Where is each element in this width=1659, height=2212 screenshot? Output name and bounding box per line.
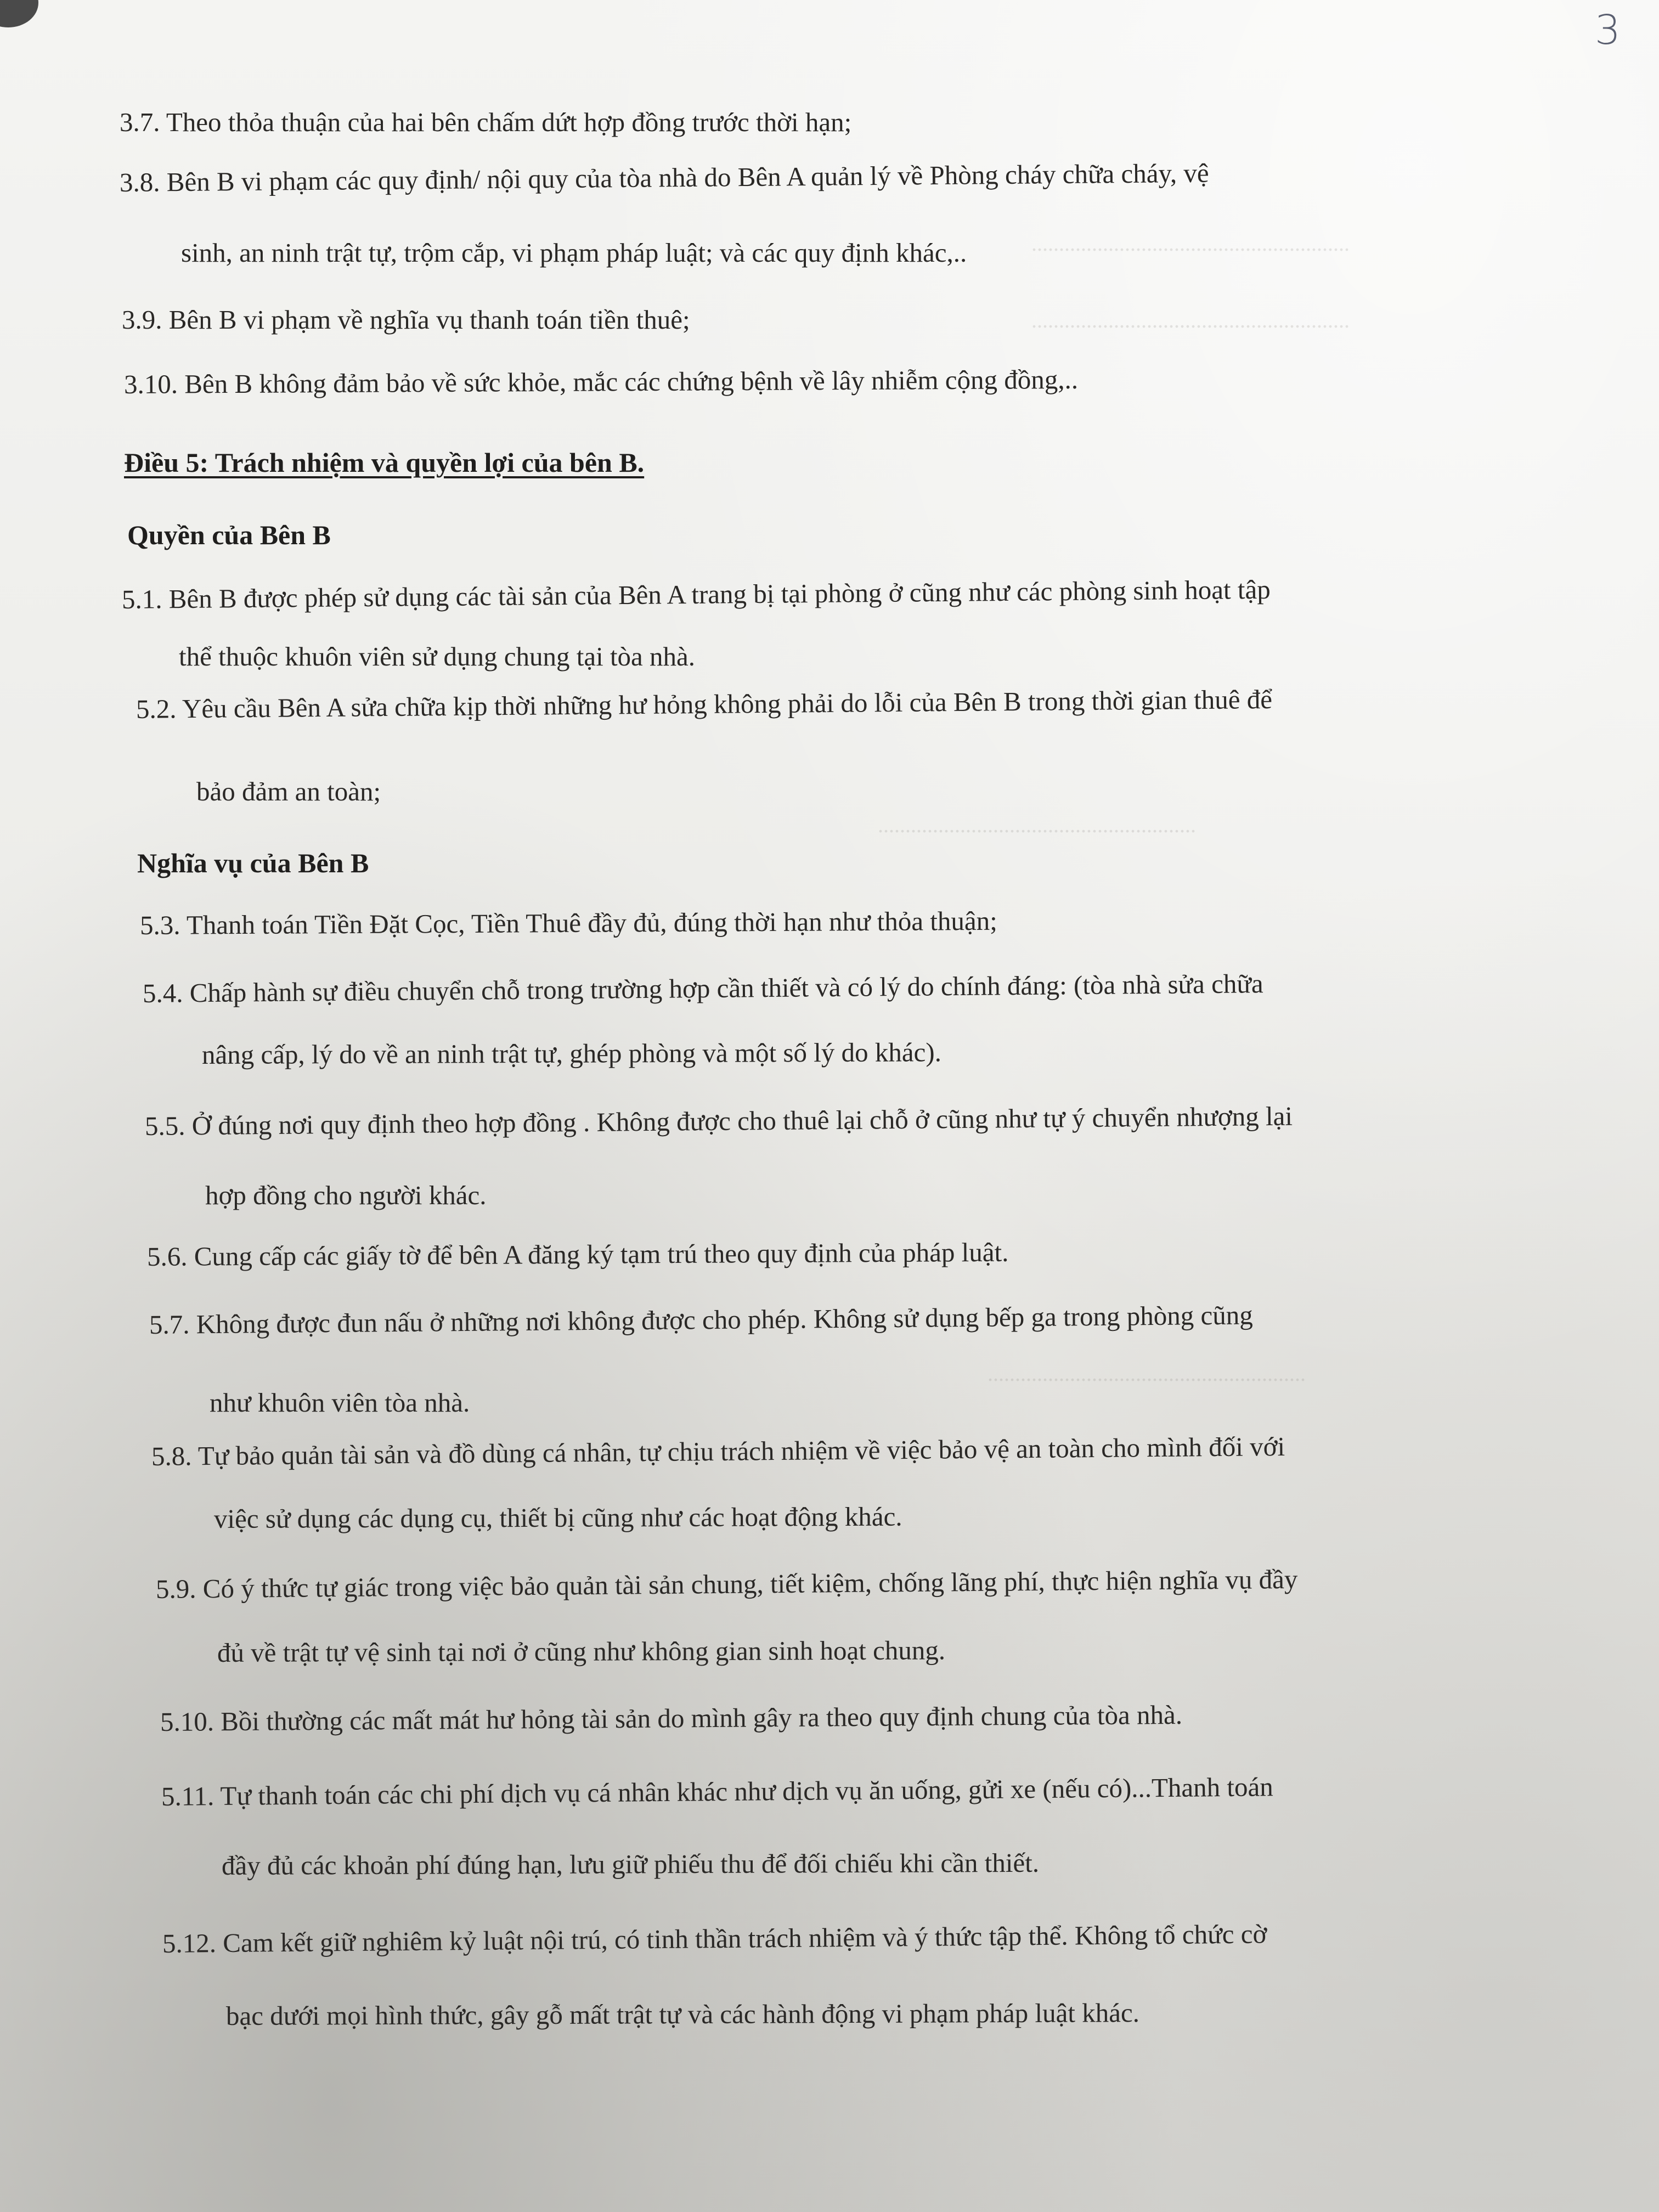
clause-5-5-line1: 5.5. Ở đúng nơi quy định theo hợp đồng . Không được cho thuê lại chỗ ở cũng như tự ý chuyển nhượng lại [144, 1101, 1293, 1141]
clause-3-8-line1: 3.8. Bên B vi phạm các quy định/ nội quy của tòa nhà do Bên A quản lý về Phòng cháy chữa cháy, vệ [119, 157, 1209, 198]
clause-5-3: 5.3. Thanh toán Tiền Đặt Cọc, Tiền Thuê đầy đủ, đúng thời hạn như thỏa thuận; [139, 905, 997, 940]
clause-5-7-line1: 5.7. Không được đun nấu ở những nơi không được cho phép. Không sử dụng bếp ga trong phòng cũng [149, 1300, 1253, 1340]
clause-3-10: 3.10. Bên B không đảm bảo về sức khỏe, mắc các chứng bệnh về lây nhiễm cộng đồng,.. [123, 364, 1079, 399]
clause-5-12-line2: bạc dưới mọi hình thức, gây gỗ mất trật tự và các hành động vi phạm pháp luật khác. [225, 1997, 1140, 2031]
clause-5-1-line1: 5.1. Bên B được phép sử dụng các tài sản của Bên A trang bị tại phòng ở cũng như các phòng sinh hoạt tập [121, 574, 1271, 614]
clause-3-7: 3.7. Theo thỏa thuận của hai bên chấm dứt hợp đồng trước thời hạn; [120, 107, 852, 137]
clause-5-11-line1: 5.11. Tự thanh toán các chi phí dịch vụ cá nhân khác như dịch vụ ăn uống, gửi xe (nếu có)...Thanh toán [161, 1771, 1274, 1812]
clause-5-4-line2: nâng cấp, lý do về an ninh trật tự, ghép phòng và một số lý do khác). [201, 1037, 942, 1070]
clause-5-9-line2: đủ về trật tự vệ sinh tại nơi ở cũng như không gian sinh hoạt chung. [217, 1635, 946, 1668]
clause-5-10: 5.10. Bồi thường các mất mát hư hỏng tài sản do mình gây ra theo quy định chung của tòa nhà. [160, 1699, 1183, 1737]
clause-5-4-line1: 5.4. Chấp hành sự điều chuyển chỗ trong trường hợp cần thiết và có lý do chính đáng: (tòa nhà sửa chữa [142, 968, 1263, 1008]
clause-5-2-line1: 5.2. Yêu cầu Bên A sửa chữa kịp thời những hư hỏng không phải do lỗi của Bên B trong thời gian thuê để [136, 684, 1273, 724]
article-5-title: Điều 5: Trách nhiệm và quyền lợi của bên B. [124, 447, 645, 478]
document-page: 3 .......................................................... .......................................................... .......................................................... .......................................................... 3.7. Theo thỏa thuận của hai bên chấm dứt hợp đồng trước thời hạn; 3.8. Bên B vi phạm các quy định/ nội quy của tòa nhà do Bên A quản lý về Phòng cháy chữa cháy, vệ sinh, an ninh trật tự, trộm cắp, vi phạm pháp luật; và các quy định khác,.. 3.9. Bên B vi phạm về nghĩa vụ thanh toán tiền thuê; 3.10. Bên B không đảm bảo về sức khỏe, mắc các chứng bệnh về lây nhiễm cộng đồng,.. Điều 5: Trách nhiệm và quyền lợi của bên B. Quyền của Bên B 5.1. Bên B được phép sử dụng các tài sản của Bên A trang bị tại phòng ở cũng như các phòng sinh hoạt tập thể thuộc khuôn viên sử dụng chung tại tòa nhà. 5.2. Yêu cầu Bên A sửa chữa kịp thời những hư hỏng không phải do lỗi của Bên B trong thời gian thuê để bảo đảm an toàn; Nghĩa vụ của Bên B 5.3. Thanh toán Tiền Đặt Cọc, Tiền Thuê đầy đủ, đúng thời hạn như thỏa thuận; 5.4. Chấp hành sự điều chuyển chỗ trong trường hợp cần thiết và có lý do chính đáng: (tòa nhà sửa chữa nâng cấp, lý do về an ninh trật tự, ghép phòng và một số lý do khác). 5.5. Ở đúng nơi quy định theo hợp đồng . Không được cho thuê lại chỗ ở cũng như tự ý chuyển nhượng lại hợp đồng cho người khác. 5.6. Cung cấp các giấy tờ để bên A đăng ký tạm trú theo quy định của pháp luật. 5.7. Không được đun nấu ở những nơi không được cho phép. Không sử dụng bếp ga trong phòng cũng như khuôn viên tòa nhà. 5.8. Tự bảo quản tài sản và đồ dùng cá nhân, tự chịu trách nhiệm về việc bảo vệ an toàn cho mình đối với việc sử dụng các dụng cụ, thiết bị cũng như các hoạt động khác. 5.9. Có ý thức tự giác trong việc bảo quản tài sản chung, tiết kiệm, chống lãng phí, thực hiện nghĩa vụ đầy đủ về trật tự vệ sinh tại nơi ở cũng như không gian sinh hoạt chung. 5.10. Bồi thường các mất mát hư hỏng tài sản do mình gây ra theo quy định chung của tòa nhà. 5.11. Tự thanh toán các chi phí dịch vụ cá nhân khác như dịch vụ ăn uống, gửi xe (nếu có)...Thanh toán đầy đủ các khoản phí đúng hạn, lưu giữ phiếu thu để đối chiếu khi cần thiết. 5.12. Cam kết giữ nghiêm kỷ luật nội trú, có tinh thần trách nhiệm và ý thức tập thể. Không tổ chức cờ bạc dưới mọi hình thức, gây gỗ mất trật tự và các hành động vi phạm pháp luật khác. [0, 0, 1659, 2212]
clause-5-9-line1: 5.9. Có ý thức tự giác trong việc bảo quản tài sản chung, tiết kiệm, chống lãng phí, thực hiện nghĩa vụ đầy [155, 1564, 1298, 1604]
clause-5-5-line2: hợp đồng cho người khác. [205, 1180, 487, 1210]
clause-5-12-line1: 5.12. Cam kết giữ nghiêm kỷ luật nội trú, có tinh thần trách nhiệm và ý thức tập thể. Không tổ chức cờ [162, 1918, 1267, 1959]
page-number-mark: 3 [1594, 7, 1621, 54]
clause-5-11-line2: đầy đủ các khoản phí đúng hạn, lưu giữ phiếu thu để đối chiếu khi cần thiết. [221, 1847, 1040, 1881]
rights-heading: Quyền của Bên B [127, 520, 331, 550]
obligations-heading: Nghĩa vụ của Bên B [137, 848, 369, 878]
clause-5-2-line2: bảo đảm an toàn; [196, 776, 381, 806]
clause-5-8-line1: 5.8. Tự bảo quản tài sản và đồ dùng cá nhân, tự chịu trách nhiệm về việc bảo vệ an toàn cho mình đối với [151, 1431, 1285, 1471]
clause-5-6: 5.6. Cung cấp các giấy tờ để bên A đăng ký tạm trú theo quy định của pháp luật. [146, 1237, 1009, 1272]
clause-3-9: 3.9. Bên B vi phạm về nghĩa vụ thanh toán tiền thuê; [122, 304, 690, 335]
clause-5-7-line2: như khuôn viên tòa nhà. [210, 1387, 470, 1418]
clause-5-1-line2: thể thuộc khuôn viên sử dụng chung tại tòa nhà. [179, 641, 696, 672]
clause-3-8-line2: sinh, an ninh trật tự, trộm cắp, vi phạm pháp luật; và các quy định khác,.. [181, 238, 967, 268]
clause-5-8-line2: việc sử dụng các dụng cụ, thiết bị cũng như các hoạt động khác. [213, 1501, 902, 1534]
